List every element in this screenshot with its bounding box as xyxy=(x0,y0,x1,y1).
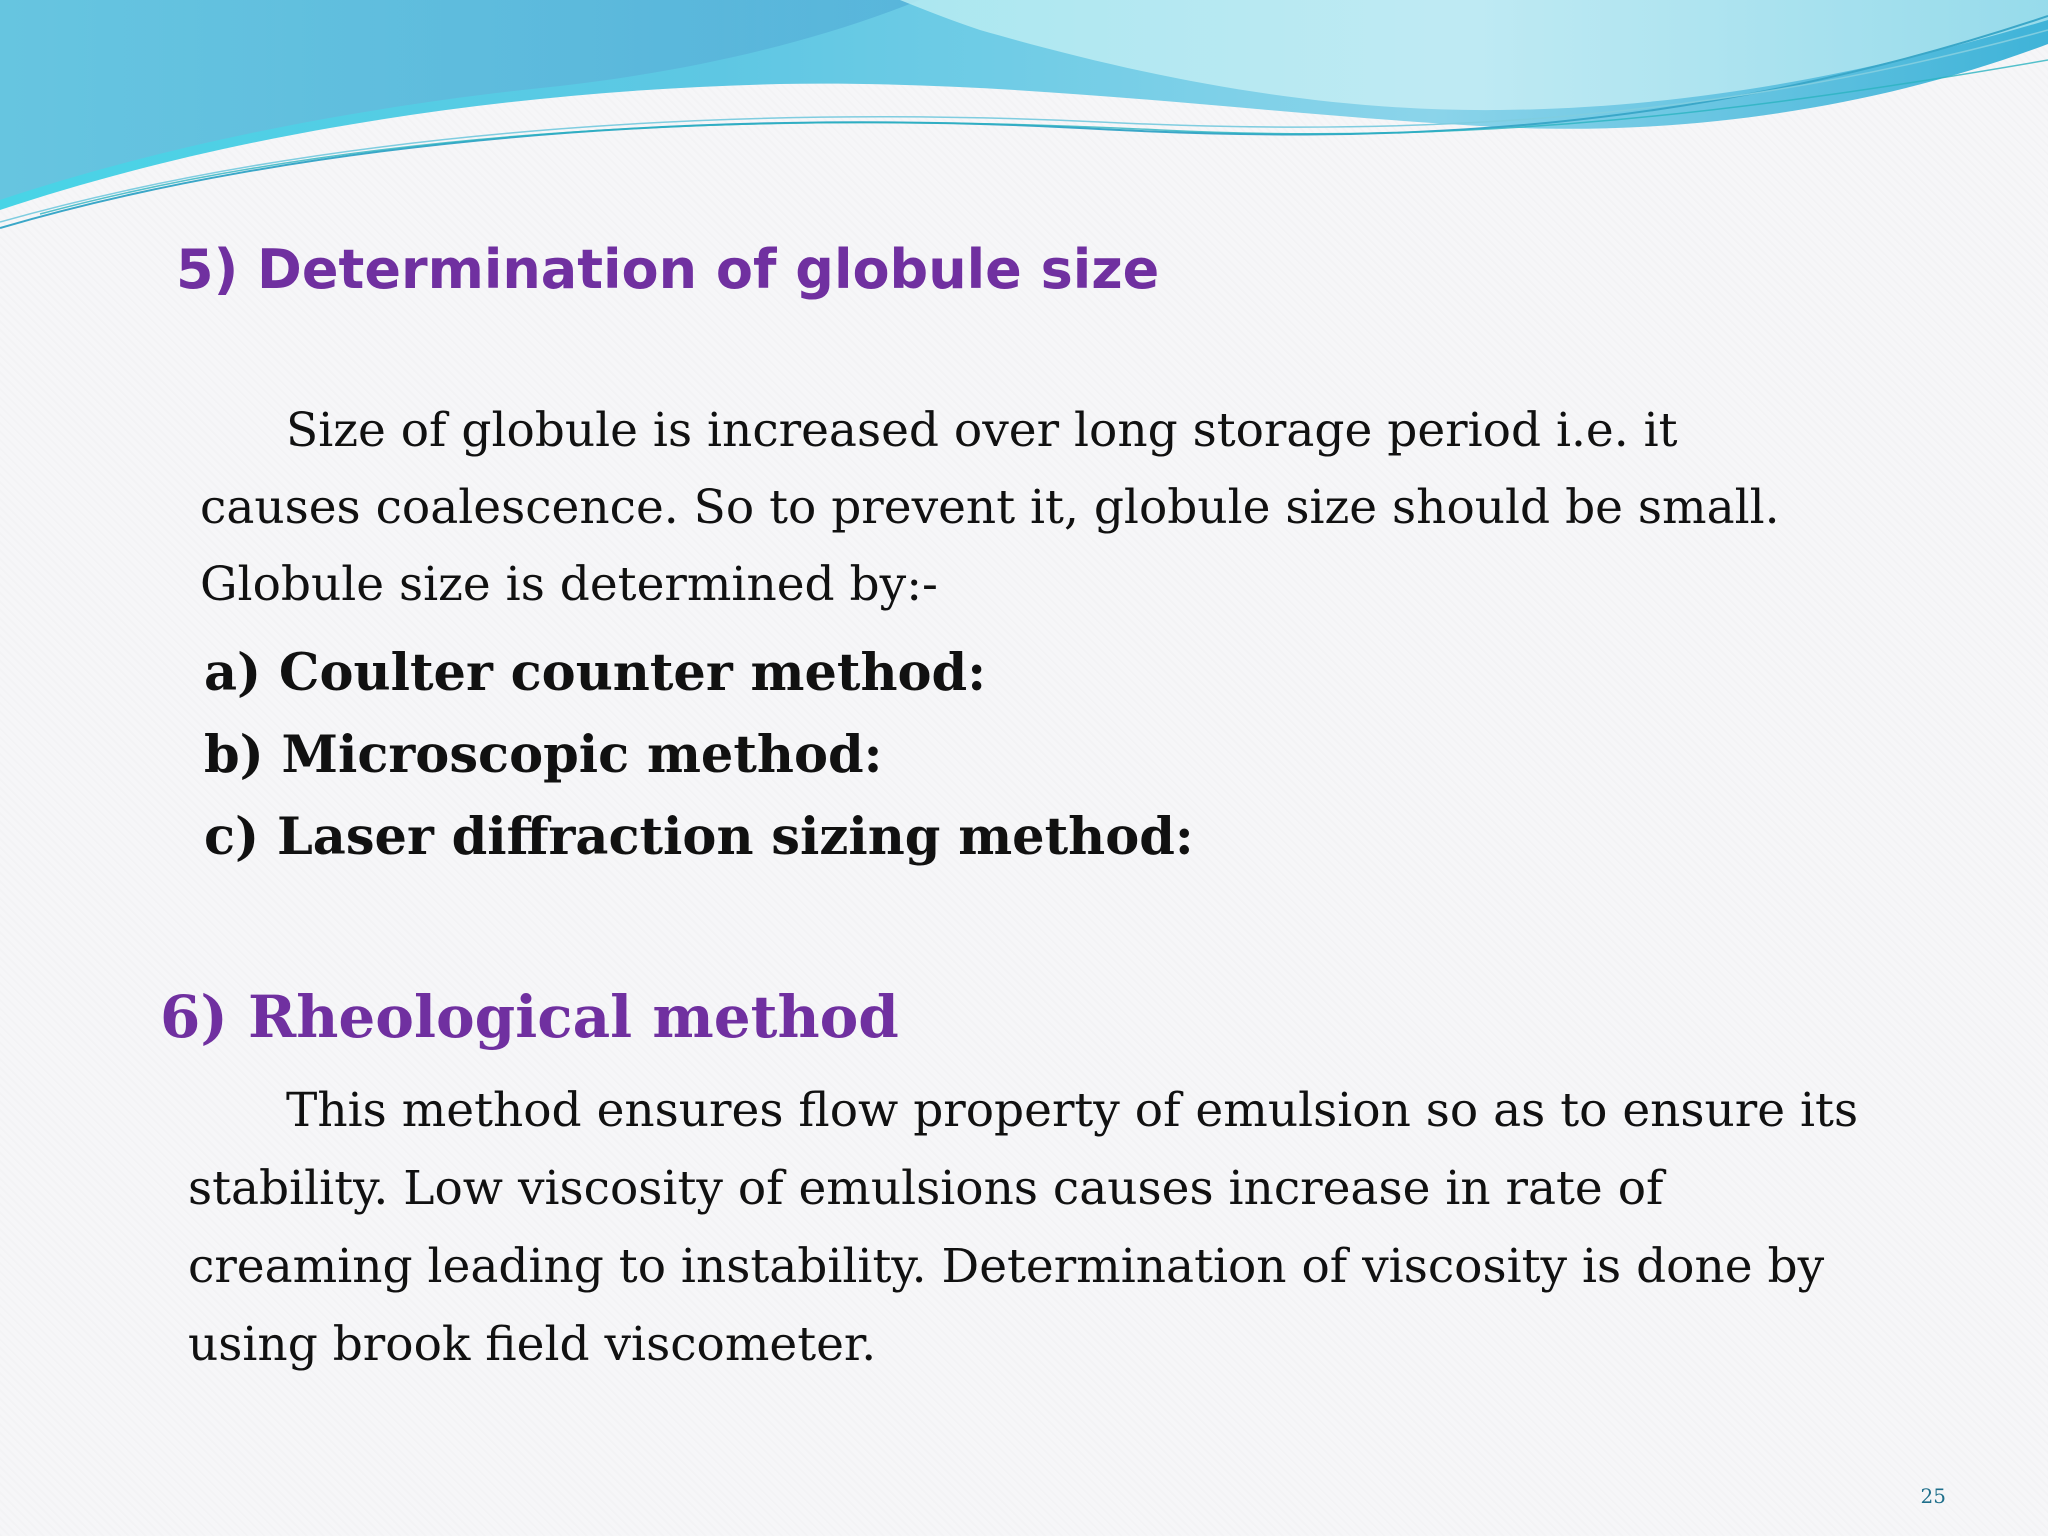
method-item-microscopic: b) Microscopic method: xyxy=(204,725,883,785)
section-heading-globule-size: 5) Determination of globule size xyxy=(176,238,1160,301)
section-heading-rheological: 6) Rheological method xyxy=(160,983,899,1051)
rheological-paragraph: This method ensures flow property of emulsion so as to ensure its stability. Low viscosity of emulsions causes increase in rate of creaming leading to instability. Determination of viscosity is done by using brook field viscometer. xyxy=(188,1083,1859,1372)
decorative-wave-banner xyxy=(0,0,2048,240)
method-item-coulter-counter: a) Coulter counter method: xyxy=(204,643,987,703)
globule-size-paragraph: Size of globule is increased over long storage period i.e. it causes coalescence. So to prevent it, globule size should be small. Globule size is determined by:- xyxy=(200,403,1780,612)
method-item-laser-diffraction: c) Laser diffraction sizing method: xyxy=(204,807,1194,867)
globule-size-methods-list xyxy=(204,632,1194,878)
page-number: 25 xyxy=(1920,1484,1946,1508)
